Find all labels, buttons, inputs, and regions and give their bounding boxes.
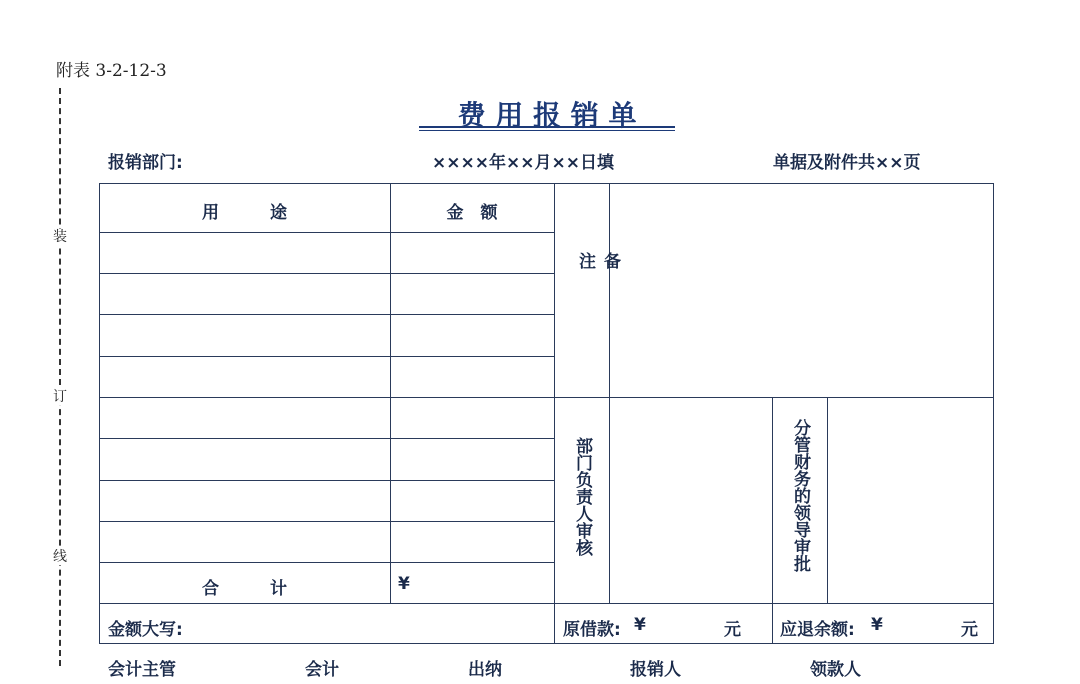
refund-currency: ¥ bbox=[871, 615, 883, 635]
signature-cashier: 出纳 bbox=[468, 660, 502, 680]
signature-accountant: 会计 bbox=[305, 660, 339, 680]
purpose-column-header: 用 途 bbox=[202, 203, 287, 223]
binding-line bbox=[59, 88, 61, 666]
title-underline bbox=[419, 126, 675, 128]
table-row-line bbox=[99, 356, 555, 357]
table-row-line bbox=[99, 438, 555, 439]
table-row-line bbox=[99, 273, 555, 274]
table-col-line bbox=[772, 397, 773, 644]
attachment-number: 附表 3-2-12-3 bbox=[56, 61, 167, 81]
original-loan-label: 原借款: bbox=[563, 620, 621, 640]
total-label: 合 计 bbox=[202, 579, 287, 599]
signature-claimant: 报销人 bbox=[630, 660, 681, 680]
original-loan-currency: ¥ bbox=[634, 615, 646, 635]
table-row-line bbox=[99, 480, 555, 481]
signature-accounting-supervisor: 会计主管 bbox=[108, 660, 176, 680]
original-loan-unit: 元 bbox=[724, 620, 741, 640]
table-row-line bbox=[99, 397, 994, 398]
title-underline-thin bbox=[419, 130, 675, 131]
table-row-line bbox=[99, 562, 555, 563]
signature-receiver: 领款人 bbox=[810, 660, 861, 680]
total-currency: ¥ bbox=[398, 574, 410, 594]
finance-leader-approval-label: 分管财务的领导审批 bbox=[790, 419, 810, 572]
department-label: 报销部门: bbox=[108, 153, 183, 173]
table-col-line bbox=[827, 397, 828, 603]
amount-in-words-label: 金额大写: bbox=[108, 620, 183, 640]
remarks-label: 备 注 bbox=[575, 252, 620, 326]
amount-column-header: 金 额 bbox=[446, 203, 498, 223]
binding-char-zhuang: 装 bbox=[53, 229, 67, 245]
binding-char-ding: 订 bbox=[53, 389, 67, 405]
table-col-line bbox=[554, 183, 555, 644]
table-row-line bbox=[99, 314, 555, 315]
attachment-pages: 单据及附件共××页 bbox=[773, 153, 921, 173]
dept-head-review-label: 部门负责人审核 bbox=[572, 437, 592, 556]
table-row-line bbox=[99, 232, 555, 233]
fill-date: ××××年××月××日填 bbox=[432, 153, 614, 173]
refund-unit: 元 bbox=[961, 620, 978, 640]
table-row-line bbox=[99, 521, 555, 522]
binding-char-xian: 线 bbox=[53, 549, 67, 565]
table-col-line bbox=[390, 183, 391, 603]
table-col-line bbox=[609, 183, 610, 603]
table-row-line bbox=[99, 603, 994, 604]
form-title: 费 用 报 销 单 bbox=[457, 99, 637, 132]
refund-label: 应退余额: bbox=[780, 620, 855, 640]
